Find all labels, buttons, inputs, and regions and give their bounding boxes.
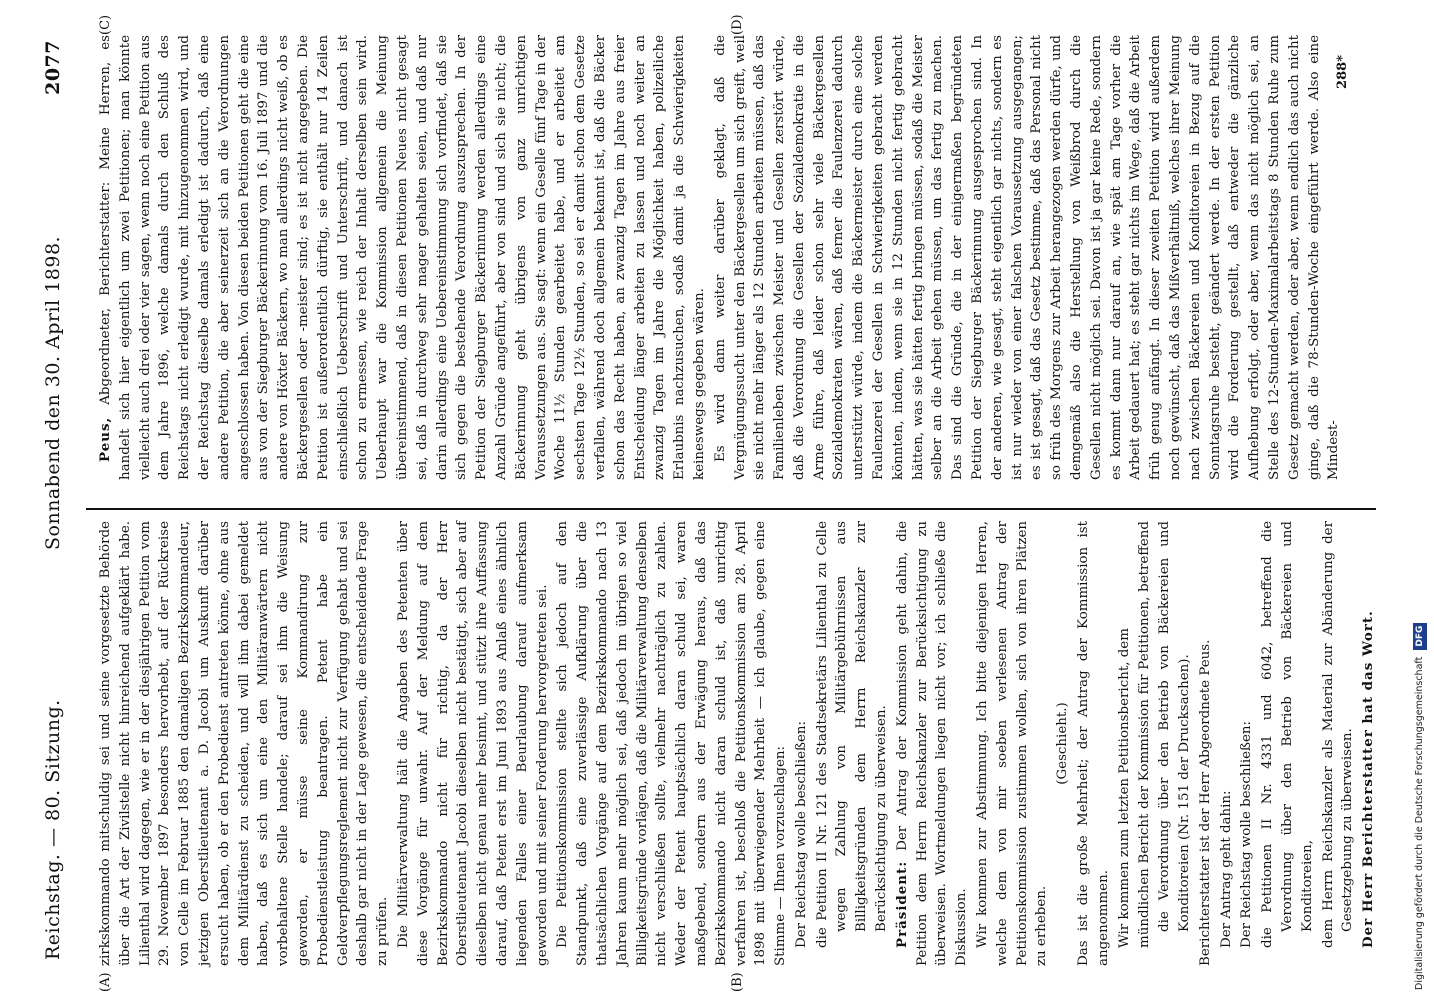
margin-marker-a: (A) bbox=[98, 972, 113, 992]
speaker-call: Der Herr Berichterstatter hat das Wort. bbox=[1360, 610, 1377, 948]
motion-text: dem Herrn Reichskanzler als Material zur Abänderung der Gesetzgebung zu überweisen. bbox=[1320, 521, 1356, 948]
paragraph: Der Reichstag wolle beschließen: bbox=[1239, 720, 1255, 948]
dfg-logo: DFG bbox=[1413, 623, 1427, 650]
right-column bbox=[96, 35, 1351, 480]
paragraph: Die Militärverwaltung hält die Angaben des Petenten über diese Vorgänge für unwahr. Auf der Meldung auf dem Bezirkskommando nicht für richtig, da der Herr Oberstlieutenant Jacobi dieselben nicht bestätigt, sich aber auf dieselben nicht genau mehr besinnt, und stützt ihre Auffassung darauf, daß Petent erst im Juni 1893 aus Anlaß eines ähnlich liegenden Falles einer Beurlaubung darauf aufmerksam geworden und mit seiner Forderung hervorgetreten sei. bbox=[395, 521, 550, 966]
credit-text: Digitalisierung gefördert durch die Deutsche Forschungsgemeinschaft bbox=[1414, 656, 1425, 990]
paragraph: Der Antrag geht dahin: bbox=[1218, 790, 1234, 948]
speech-text: Der Antrag der Kommission geht dahin, die Petition dem Herrn Reichskanzler zur Berücksichtigung zu überweisen. Wortmeldungen liegen nicht vor; ich schließe die Diskussion. bbox=[894, 521, 970, 966]
paragraph: Die Petitionskommission stellte sich jedoch auf den Standpunkt, daß eine zuverlässige Aufklärung über die thatsächlichen Vorgänge auf dem Bezirkskommando nach 13 Jahren kaum mehr möglich sei, daß jedoch im übrigen so viel Billigkeitsgründe vorlägen, daß die Militärverwaltung denselben nicht verschließen sollte, vielmehr nachträglich zu zahlen. Weder der Petent hauptsächlich daran schuld sei, waren maßgebend, sondern aus der Erwägung heraus, daß das Bezirkskommando nicht daran schuld ist, daß unrichtig verfahren ist, beschloß die Petitionskommission am 28. April 1898 mit überwiegender Mehrheit — ich glaube, gegen eine Stimme — Ihnen vorzuschlagen: bbox=[555, 521, 789, 966]
speaker-name: Präsident: bbox=[893, 860, 910, 948]
margin-marker-d: (D) bbox=[730, 14, 745, 35]
agenda-item: mündlichen Bericht der Kommission für Petitionen, betreffend die Verordnung über den Betrieb von Bäckereien und Konditoreien (Nr. 151 der Drucksachen). bbox=[1137, 521, 1193, 948]
paragraph: Wir kommen zur Abstimmung. Ich bitte diejenigen Herren, welche dem von mir soeben verlesenen Antrag der Petitionskommission zustimmen wollen, sich von ihren Plätzen zu erheben. bbox=[975, 521, 1050, 966]
paragraph: Der Reichstag wolle beschließen: bbox=[793, 720, 809, 948]
margin-marker-c: (C) bbox=[98, 14, 113, 35]
column-divider bbox=[86, 508, 1376, 510]
margin-marker-b: (B) bbox=[730, 972, 745, 992]
left-column bbox=[96, 521, 1377, 966]
motion-text: die Petitionen II Nr. 4331 und 6042, betreffend die Verordnung über den Betrieb von Bäckereien und Konditoreien, bbox=[1260, 521, 1315, 948]
header-left: Reichstag. — 80. Sitzung. bbox=[42, 699, 64, 960]
paragraph: Wir kommen zum letzten Petitionsbericht, dem bbox=[1116, 628, 1132, 948]
paragraph: Das ist die große Mehrheit; der Antrag der Kommission ist angenommen. bbox=[1076, 521, 1111, 966]
paragraph bbox=[1359, 521, 1379, 966]
stage-direction: (Geschieht.) bbox=[1055, 702, 1071, 785]
running-head bbox=[42, 40, 72, 960]
speech-text: Abgeordneter, Berichterstatter: Meine Herren, es handelt sich hier eigentlich um zwei Petitionen; man könnte vielleicht auch drei oder vier sagen, wenn noch eine Petition aus dem Jahre 1896, welche damals durch den Schluß des Reichstags nicht erledigt wurde, mit hinzugenommen wird, und der Reichstag dieselbe damals erledigt ist dadurch, daß eine andere Petition, die aber seinerzeit sich an die Verordnungen angeschlossen haben. Von diesen beiden Petitionen geht die eine aus von der Siegburger Bäckerinnung vom 16. Juli 1897 und die andere von Höxter Bäckern, wo man allerdings nicht weiß, ob es Bäckergesellen oder -meister sind; es ist nicht angegeben. Die Petition ist außerordentlich dürftig, sie enthält nur 14 Zeilen einschließlich Ueberschrift und Unterschrift, und danach ist schon zu ermessen, wie reich der Inhalt derselben sein wird. Ueberhaupt war die Kommission allgemein die Meinung übereinstimmend, daß in diesen Petitionen Neues nicht gesagt sei, daß in durchweg sehr mager gehalten seien, und daß nur darin allerdings eine Uebereinstimmung sich vorfindet, daß sie sich gegen die bestehende Verordnung auszusprechen. In der Petition der Siegburger Bäckerinnung werden allerdings eine Anzahl Gründe angeführt, aber von sind und sich sie nicht; die Bäckerinnung geht übrigens von ganz unrichtigen Voraussetzungen aus. Sie sagt: wenn ein Geselle fünf Tage in der Woche 11½ Stunden gearbeitet habe, und er arbeitet am sechsten Tage 12½ Stunden, so sei er damit schon dem Gesetze verfallen, während doch allgemein bekannt ist, daß die Bäcker schon das Recht haben, an zwanzig Tagen im Jahre aus freier Entscheidung länger arbeiten zu lassen und noch weiter an zwanzig Tagen im Jahre die Möglichkeit haben, polizeiliche Erlaubnis nachzusuchen, sodaß damit ja die Schwierigkeiten keineswegs gegeben wären. bbox=[98, 35, 707, 480]
paragraph bbox=[893, 521, 972, 966]
speaker-name: Peus, bbox=[97, 416, 113, 462]
sheet-signature: 288* bbox=[1335, 55, 1351, 89]
page-number: 2077 bbox=[42, 40, 64, 95]
paragraph: zirkskommando mitschuldig sei und seine vorgesetzte Behörde über die Art der Zivilstelle nicht hinreichend aufgeklärt habe. Lilienthal wird dagegen, wie er in der diesjährigen Petition vom 29. November 1897 besonders hervorhebt, auf der Rückreise von Celle im Februar 1885 den damaligen Bezirkskommandeur, jetzigen Oberstlieutenant a. D. Jacobi um Auskunft darüber ersucht haben, ob er den Probedienst antreten könne, ohne aus dem Militärdienst zu scheiden, und will ihm dabei gemeldet haben, daß es sich um eine den Militäranwärtern nicht vorbehaltene Stelle handele; darauf sei ihm die Weisung geworden, er müsse seine Kommandirung zur Probedienstleistung beantragen. Petent habe ein Geldverpflegungsreglement nicht zur Verfügung gehabt und sei deshalb gar nicht in der Lage gewesen, die entscheidende Frage zu prüfen. bbox=[98, 521, 391, 966]
motion-text: die Petition II Nr. 121 des Stadtsekretärs Lilienthal zu Celle wegen Zahlung von Militärgebührnissen aus Billigkeitsgründen dem Herrn Reichskanzler zur Berücksichtigung zu überweisen. bbox=[814, 521, 890, 948]
paragraph: Berichterstatter ist der Herr Abgeordnete Peus. bbox=[1197, 639, 1213, 966]
paragraph bbox=[96, 35, 710, 480]
header-date: Sonnabend den 30. April 1898. bbox=[42, 235, 64, 550]
digitization-credit bbox=[1411, 10, 1429, 990]
paragraph: Es wird dann weiter darüber geklagt, daß die Vergnügungssucht unter den Bäckergesellen um sich greift, weil sie nicht mehr länger als 12 Stunden arbeiten müssen, daß das Familienleben zwischen Meister und Gesellen zerstört würde, daß die Verordnung die Gesellen der Sozialdemokratie in die Arme führe, daß leider schon sehr viele Bäckergesellen Sozialdemokraten wären, daß ferner die Faulenzerei dadurch unterstützt würde, indem die Bäckermeister durch eine solche Faulenzerei der Gesellen in Schwierigkeiten gebracht werden könnten, indem, wenn sie in 12 Stunden nicht fertig gebracht hätten, was sie hätten fertig bringen müssen, sodaß die Meister selber an die Arbeit gehen müssen, um das fertig zu machen. Das sind die Gründe, die in der einigermaßen begründeten Petition der Siegburger Bäckerinnung ausgesprochen sind. In der anderen, wie gesagt, steht eigentlich gar nichts, sondern es ist nur wieder von einer falschen Voraussetzung ausgegangen; es ist gesagt, daß das Gesetz bestimme, daß das Personal nicht so früh des Morgens zur Arbeit herangezogen werden dürfe, und demgemäß also die Herstellung von Weißbrod durch die Gesellen nicht möglich sei. Davon ist ja gar keine Rede, sondern es kommt dann nur darauf an, wie spät am Tage vorher die Arbeit gedauert hat; es steht gar nichts im Wege, daß die Arbeit früh genug anfängt. In dieser zweiten Petition wird außerdem noch gewünscht, daß das Mißverhältniß, welches ihrer Meinung nach zwischen Bäckereien und Konditoreien in Bezug auf die Sonntagsruhe besteht, geändert werde. In der ersten Petition wird die Forderung gestellt, daß entweder die gänzliche Aufhebung erfolgt, oder aber, wenn das nicht möglich sei, an Stelle des 12-Stunden-Maximalarbeitstags 8 Stunden Ruhe zum Gesetz gemacht werden, oder aber, wenn endlich das auch nicht ginge, daß die 78-Stunden-Woche eingeführt werde. Also eine Mindest- bbox=[712, 35, 1342, 480]
